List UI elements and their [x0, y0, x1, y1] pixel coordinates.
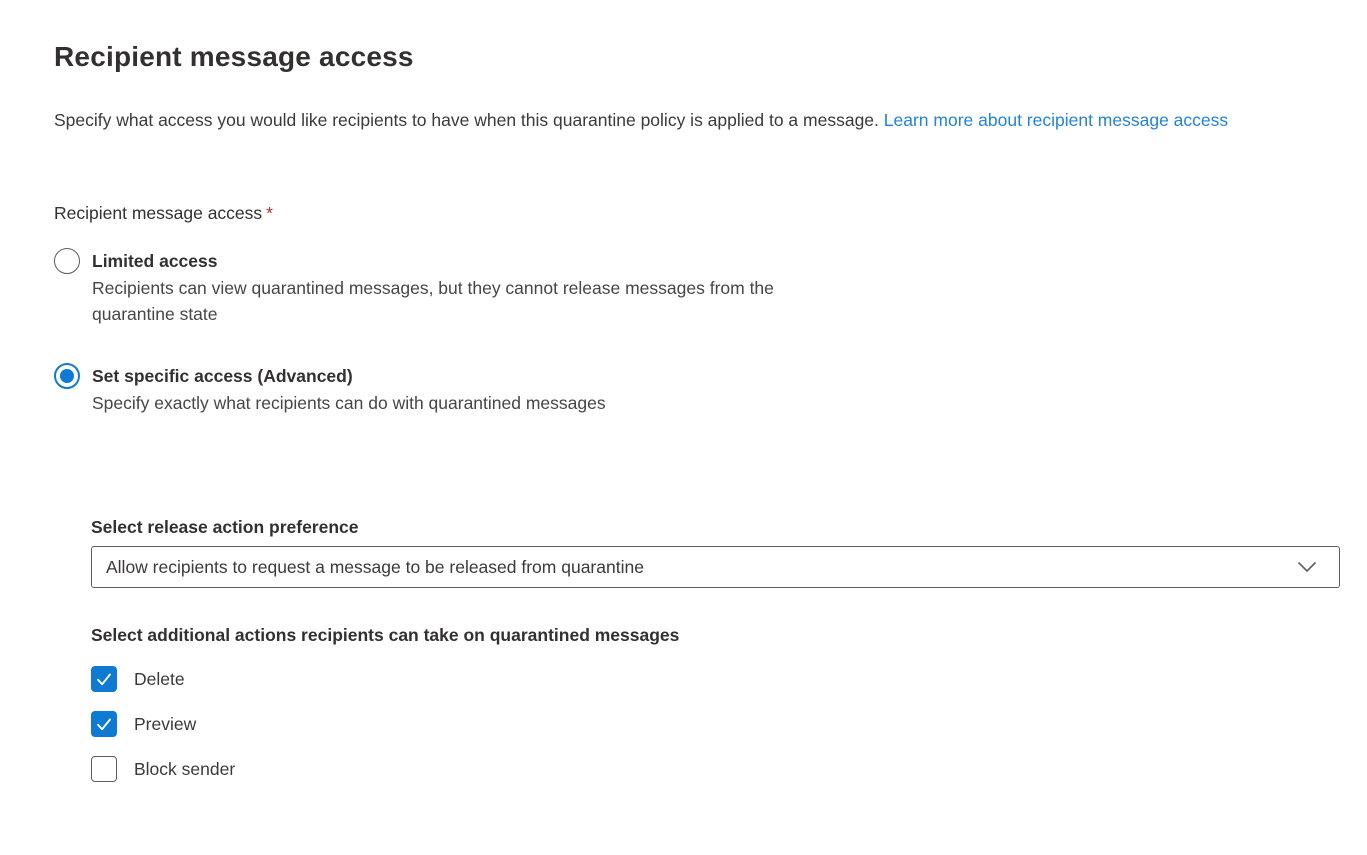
checkbox-block-sender-icon[interactable] — [91, 756, 117, 782]
radio-set-specific-access-icon[interactable] — [54, 363, 80, 389]
checkmark-icon — [95, 715, 113, 733]
radio-option-description: Recipients can view quarantined messages, but they cannot release messages from the quarantine state — [92, 278, 774, 324]
checkbox-row-preview[interactable] — [91, 711, 1340, 737]
description-text: Specify what access you would like recipients to have when this quarantine policy is applied to a message. — [54, 110, 879, 130]
radio-set-specific-access-text — [92, 363, 606, 416]
learn-more-link[interactable]: Learn more about recipient message access — [883, 110, 1229, 130]
checkbox-block-sender-label: Block sender — [134, 759, 236, 779]
advanced-access-settings — [91, 516, 1340, 782]
checkmark-icon — [95, 670, 113, 688]
additional-actions-label: Select additional actions recipients can take on quarantined messages — [91, 625, 680, 645]
radio-limited-access-icon[interactable] — [54, 248, 80, 274]
radio-limited-access-text — [92, 248, 782, 327]
radio-option-label: Set specific access (Advanced) — [92, 366, 353, 386]
page-title: Recipient message access — [54, 41, 414, 72]
release-action-label: Select release action preference — [91, 517, 359, 537]
checkbox-row-block-sender[interactable] — [91, 756, 1340, 782]
checkbox-delete-label: Delete — [134, 669, 185, 689]
required-asterisk: * — [266, 203, 273, 223]
checkbox-preview-icon[interactable] — [91, 711, 117, 737]
radio-option-label: Limited access — [92, 251, 218, 271]
release-action-selected-value: Allow recipients to request a message to be released from quarantine — [106, 556, 644, 577]
checkbox-delete-icon[interactable] — [91, 666, 117, 692]
radio-option-set-specific-access[interactable] — [54, 363, 1340, 416]
radio-option-limited-access[interactable] — [54, 248, 1340, 327]
checkbox-preview-label: Preview — [134, 714, 197, 734]
chevron-down-icon — [1297, 561, 1317, 573]
access-field-label-text: Recipient message access — [54, 203, 263, 223]
release-action-dropdown[interactable] — [91, 546, 1340, 588]
checkbox-row-delete[interactable] — [91, 666, 1340, 692]
page-description — [54, 106, 1336, 134]
access-field-label — [54, 202, 1340, 224]
radio-option-description: Specify exactly what recipients can do with quarantined messages — [92, 393, 606, 413]
